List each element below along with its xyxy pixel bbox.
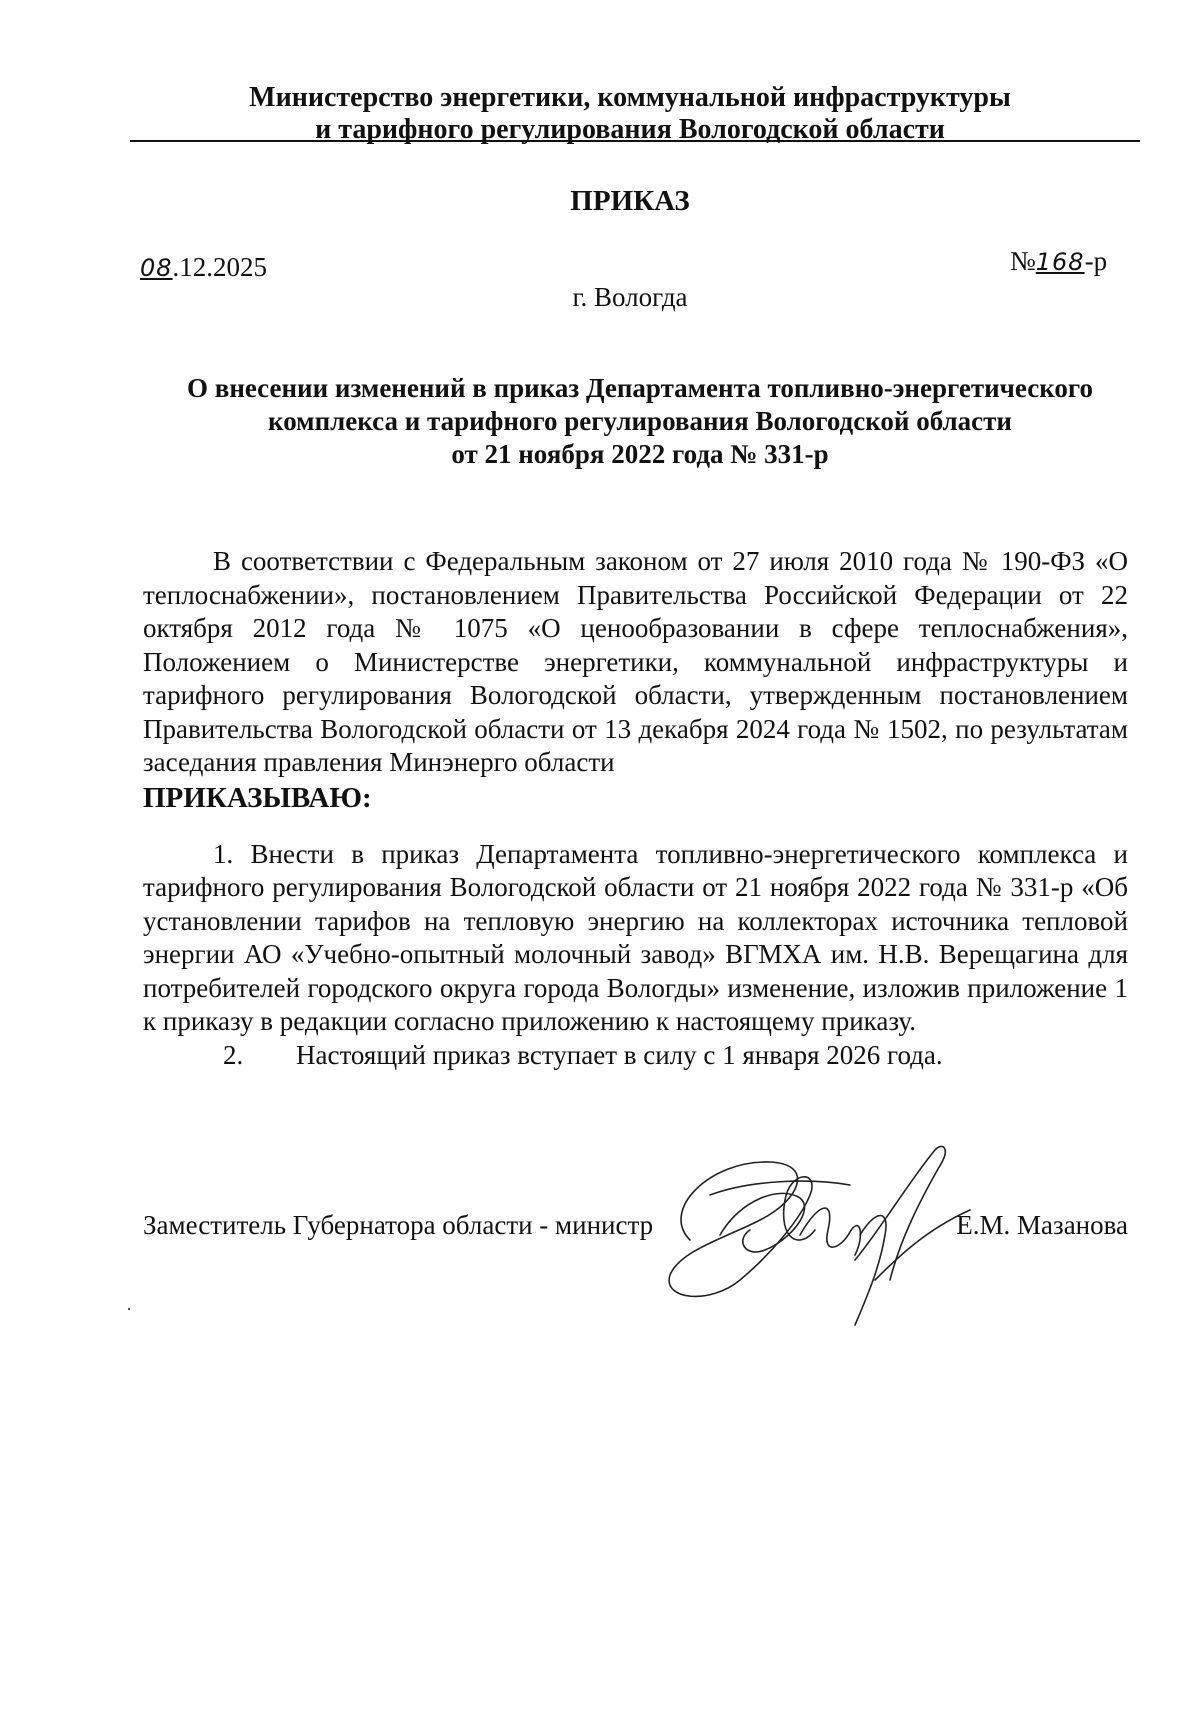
handwritten-day: 08 [140, 254, 173, 282]
order-item-1: 1. Внести в приказ Департамента топливно-энергетического комплекса и тарифного регулирования Вологодской области от 21 ноября 2022 года № 331-р «Об установлении тарифов на тепловую энергию на коллекторах источника тепловой энергии АО «Учебно-опытный молочный завод» ВГМХА им. Н.В. Верещагина для потребителей городского округа города Вологды» изменение, изложив приложение 1 к приказу в редакции согласно приложению к настоящему приказу. [143, 838, 1128, 1036]
handwritten-signature [650, 1140, 990, 1330]
ministry-header-line1: Министерство энергетики, коммунальной инфраструктуры [249, 82, 1011, 113]
ministry-header-line2: и тарифного регулирования Вологодской области [315, 114, 945, 145]
subject-line1: О внесении изменений в приказ Департамента топливно-энергетического [186, 373, 1093, 403]
order-body [143, 545, 1128, 1072]
number-suffix: -р [1084, 246, 1108, 276]
subject-line2: комплекса и тарифного регулирования Вологодской области [268, 406, 1012, 436]
handwritten-number: 168 [1035, 248, 1085, 276]
date-rest: .12.2025 [172, 252, 268, 282]
preamble-paragraph: В соответствии с Федеральным законом от 27 июля 2010 года № 190-ФЗ «О теплоснабжении», постановлением Правительства Российской Федерации от 22 октября 2012 года № 1075 «О ценообразовании в сфере теплоснабжения», Положением о Министерстве энергетики, коммунальной инфраструктуры и тарифного регулирования Вологодской области, утвержденным постановлением Правительства Вологодской области от 13 декабря 2024 года № 1502, по результатам заседания правления Минэнерго области [143, 546, 1128, 777]
item-2-text: Настоящий приказ вступает в силу с 1 января 2026 года. [296, 1039, 943, 1070]
ministry-header [130, 82, 1130, 146]
document-type-title: ПРИКАЗ [570, 185, 690, 217]
number-prefix: № [1010, 246, 1036, 276]
header-divider [130, 140, 1140, 142]
order-word: ПРИКАЗЫВАЮ: [143, 781, 372, 814]
order-date [140, 252, 267, 283]
signer-position: Заместитель Губернатора области - министр [143, 1210, 654, 1240]
item-2-number: 2. [223, 1039, 244, 1070]
subject-line3: от 21 ноября 2022 года № 331-р [451, 439, 829, 469]
order-subject [140, 372, 1140, 471]
order-item-2 [143, 1039, 1128, 1073]
scan-speck [128, 1308, 130, 1310]
city: г. Вологда [572, 282, 688, 312]
order-number [1010, 246, 1107, 277]
signer-name: Е.М. Мазанова [956, 1210, 1128, 1240]
